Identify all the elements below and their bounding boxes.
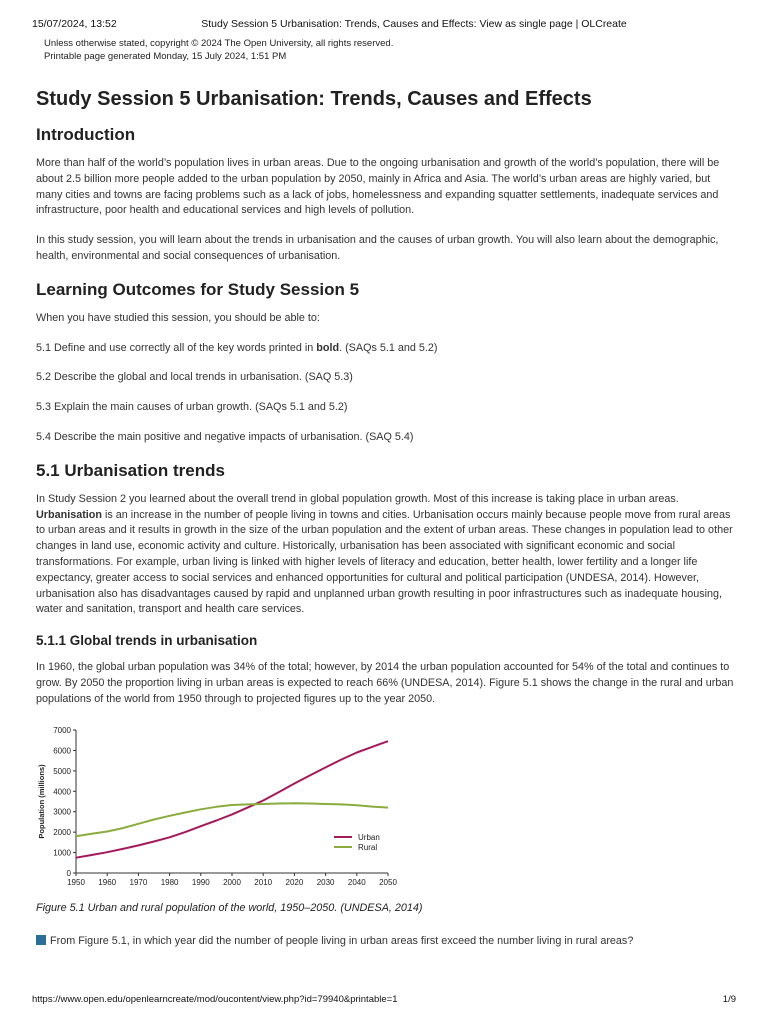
section-5-1-paragraph bbox=[36, 492, 734, 618]
x-tick-label: 2040 bbox=[347, 877, 366, 887]
page-title: Study Session 5 Urbanisation: Trends, Causes and Effects bbox=[36, 88, 592, 110]
y-axis-label: Population (millions) bbox=[37, 763, 46, 839]
x-tick-label: 2020 bbox=[285, 877, 304, 887]
x-tick-label: 2010 bbox=[254, 877, 273, 887]
print-date: 15/07/2024, 13:52 bbox=[32, 18, 117, 30]
y-tick-label: 0 bbox=[66, 868, 71, 878]
learning-outcomes-heading: Learning Outcomes for Study Session 5 bbox=[36, 279, 360, 299]
y-tick-label: 2000 bbox=[53, 827, 71, 837]
series-line-rural bbox=[76, 803, 388, 836]
print-page-title: Study Session 5 Urbanisation: Trends, Causes and Effects: View as single page | OLCreate bbox=[201, 18, 627, 30]
legend-label-rural: Rural bbox=[358, 842, 378, 852]
paragraph-text: In Study Session 2 you learned about the overall trend in global population growth. Most of this increase is taking place in urban areas. bbox=[36, 492, 679, 505]
intro-paragraph-1: More than half of the world’s population lives in urban areas. Due to the ongoing urbanisation and growth of the world’s population, there will be about 2.5 billion more people added to the urban population by 2050, mainly in Africa and Asia. The world’s urban areas are highly varied, but many cities and towns are facing problems such as a lack of jobs, homelessness and expanding squatter settlements, inadequate services and infrastructure, poor health and educational services and high levels of pollution. bbox=[36, 157, 720, 217]
y-tick-label: 4000 bbox=[53, 786, 71, 796]
question-text: From Figure 5.1, in which year did the number of people living in urban areas first exceed the number living in rural areas? bbox=[50, 934, 634, 947]
section-5-1-1-heading: 5.1.1 Global trends in urbanisation bbox=[36, 633, 258, 649]
section-5-1-heading: 5.1 Urbanisation trends bbox=[36, 460, 225, 480]
outcome-text: . (SAQs 5.1 and 5.2) bbox=[339, 341, 438, 354]
learning-outcomes-intro: When you have studied this session, you should be able to: bbox=[36, 311, 320, 324]
outcome-text: 5.1 Define and use correctly all of the key words printed in bbox=[36, 341, 317, 354]
activity-question bbox=[36, 934, 734, 949]
x-tick-label: 2030 bbox=[316, 877, 335, 887]
x-tick-label: 1960 bbox=[98, 877, 117, 887]
learning-outcome-5-4: 5.4 Describe the main positive and negative impacts of urbanisation. (SAQ 5.4) bbox=[36, 430, 414, 443]
print-header bbox=[32, 18, 736, 32]
learning-outcome-5-2: 5.2 Describe the global and local trends in urbanisation. (SAQ 5.3) bbox=[36, 371, 353, 384]
page-number: 1/9 bbox=[722, 994, 736, 1005]
generated-line: Printable page generated Monday, 15 July 2024, 1:51 PM bbox=[44, 51, 287, 62]
y-tick-label: 7000 bbox=[53, 725, 71, 735]
figure-5-1 bbox=[36, 722, 416, 892]
x-tick-label: 1990 bbox=[191, 877, 210, 887]
copyright-notice bbox=[44, 37, 393, 63]
learning-outcome-5-3: 5.3 Explain the main causes of urban growth. (SAQs 5.1 and 5.2) bbox=[36, 401, 348, 414]
chart-series bbox=[76, 741, 388, 858]
question-marker-icon bbox=[36, 935, 46, 945]
y-tick-label: 5000 bbox=[53, 766, 71, 776]
x-tick-label: 1950 bbox=[67, 877, 85, 887]
section-5-1-1-paragraph: In 1960, the global urban population was 34% of the total; however, by 2014 the urban population accounted for 54% of the total and continues to grow. By 2050 the proportion living in urban areas is expected to reach 66% (UNDESA, 2014). Figure 5.1 shows the change in the rural and urban populations of the world from 1950 through to projected figures up to the year 2050. bbox=[36, 661, 734, 705]
x-tick-label: 1970 bbox=[129, 877, 148, 887]
key-word-urbanisation: Urbanisation bbox=[36, 508, 102, 521]
intro-paragraph-2: In this study session, you will learn about the trends in urbanisation and the causes of urban growth. You will also learn about the demographic, health, environmental and social consequences of urbanisation. bbox=[36, 234, 719, 262]
outcome-bold-word: bold bbox=[316, 341, 340, 354]
x-tick-label: 1980 bbox=[160, 877, 179, 887]
chart-legend bbox=[334, 833, 380, 852]
main-content bbox=[36, 86, 734, 949]
y-tick-label: 6000 bbox=[53, 745, 71, 755]
population-line-chart bbox=[36, 722, 416, 892]
page-url: https://www.open.edu/openlearncreate/mod/oucontent/view.php?id=79940&printable=1 bbox=[32, 994, 398, 1005]
series-line-urban bbox=[76, 741, 388, 858]
paragraph-text: is an increase in the number of people living in towns and cities. Urbanisation occurs mainly because people move from rural areas to urban areas and it results in growth in the size of the urban population and the extent of urban areas. These changes in population lead to other changes in land use, economic activity and culture. Historically, urbanisation has been associated with significant economic and social transformations. For example, urban living is linked with higher levels of literacy and education, better health, lower fertility and a longer life expectancy, greater access to social services and enhanced opportunities for cultural and political participation (UNDESA, 2014). However, urbanisation also has disadvantages caused by rapid and unplanned urban growth resulting in poor infrastructures such as inadequate housing, water and sanitation, transport and health care services. bbox=[36, 508, 733, 616]
y-tick-label: 3000 bbox=[53, 807, 71, 817]
y-tick-label: 1000 bbox=[53, 848, 71, 858]
legend-label-urban: Urban bbox=[358, 832, 380, 842]
figure-caption: Figure 5.1 Urban and rural population of the world, 1950–2050. (UNDESA, 2014) bbox=[36, 901, 423, 914]
learning-outcome-5-1 bbox=[36, 341, 734, 357]
x-tick-label: 2050 bbox=[379, 877, 397, 887]
introduction-heading: Introduction bbox=[36, 125, 136, 144]
x-tick-label: 2000 bbox=[223, 877, 241, 887]
copyright-line: Unless otherwise stated, copyright © 2024 The Open University, all rights reserved. bbox=[44, 38, 394, 49]
